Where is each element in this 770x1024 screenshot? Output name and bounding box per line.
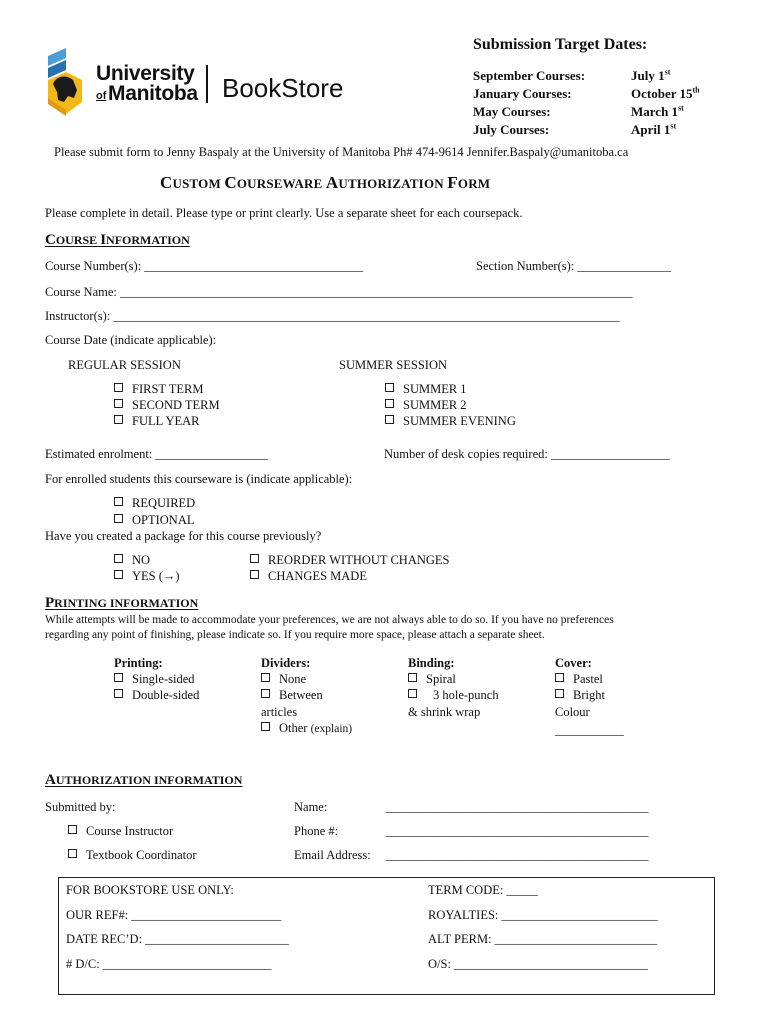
checkbox-icon (114, 673, 123, 682)
cover-label: Cover: (555, 656, 592, 670)
desk-copies-dc-field[interactable]: # D/C: ___________________________ (66, 957, 272, 971)
checkbox-icon (261, 689, 270, 698)
target-dates-title: Submission Target Dates: (473, 36, 648, 53)
changes-made-checkbox[interactable]: CHANGES MADE (250, 569, 367, 584)
authorization-information-heading: AUTHORIZATION INFORMATION (45, 772, 243, 788)
summer-session-label: SUMMER SESSION (339, 358, 448, 372)
checkbox-icon (385, 415, 394, 424)
cover-pastel-checkbox[interactable]: Pastel (555, 672, 603, 687)
binding-shrink-wrap-text: & shrink wrap (408, 705, 481, 719)
instructions: Please complete in detail. Please type or print clearly. Use a separate sheet for each coursepack. (45, 206, 523, 220)
textbook-coordinator-checkbox[interactable]: Textbook Coordinator (68, 848, 197, 863)
phone-label: Phone #: (294, 824, 339, 838)
enrolled-question: For enrolled students this courseware is (indicate applicable): (45, 472, 353, 486)
checkbox-icon (250, 554, 259, 563)
checkbox-icon (555, 673, 564, 682)
summer-2-checkbox[interactable]: SUMMER 2 (385, 398, 467, 413)
phone-field[interactable]: __________________________________________ (386, 824, 649, 838)
reorder-checkbox[interactable]: REORDER WITHOUT CHANGES (250, 553, 449, 568)
checkbox-icon (261, 722, 270, 731)
logo-university-text: University (96, 62, 195, 85)
term-code-field[interactable]: TERM CODE: _____ (428, 883, 538, 897)
printing-label: Printing: (114, 656, 163, 670)
checkbox-icon (555, 689, 564, 698)
desk-copies-field[interactable]: Number of desk copies required: ___________________ (384, 447, 670, 461)
target-label: July Courses: (473, 122, 550, 137)
dividers-between-checkbox[interactable]: Between (261, 688, 323, 703)
logo-manitoba-text: Manitoba (108, 82, 198, 105)
cover-bright-checkbox[interactable]: Bright (555, 688, 605, 703)
checkbox-icon (114, 383, 123, 392)
course-information-heading: COURSE INFORMATION (45, 232, 190, 248)
binding-spiral-checkbox[interactable]: Spiral (408, 672, 456, 687)
course-date-label: Course Date (indicate applicable): (45, 333, 217, 347)
alt-perm-field[interactable]: ALT PERM: __________________________ (428, 932, 658, 946)
printing-information-heading: PRINTING INFORMATION (45, 595, 199, 611)
target-label: September Courses: (473, 68, 586, 83)
dividers-other-checkbox[interactable]: Other (explain) (261, 721, 352, 736)
target-date: March 1st (631, 103, 684, 119)
dividers-none-checkbox[interactable]: None (261, 672, 306, 687)
university-crest-icon (44, 46, 86, 118)
second-term-checkbox[interactable]: SECOND TERM (114, 398, 220, 413)
course-numbers-field[interactable]: Course Number(s): ___________________________________ (45, 259, 364, 273)
binding-label: Binding: (408, 656, 455, 670)
checkbox-icon (68, 825, 77, 834)
cover-colour-field[interactable]: ___________ (555, 723, 624, 737)
enrolment-field[interactable]: Estimated enrolment: __________________ (45, 447, 268, 461)
target-date: July 1st (631, 67, 671, 83)
royalties-field[interactable]: ROYALTIES: _________________________ (428, 908, 658, 922)
submitted-by-label: Submitted by: (45, 800, 116, 814)
no-checkbox[interactable]: NO (114, 553, 150, 568)
single-sided-checkbox[interactable]: Single-sided (114, 672, 195, 687)
binding-hole-punch-checkbox[interactable]: 3 hole-punch (408, 688, 499, 703)
checkbox-icon (261, 673, 270, 682)
target-label: May Courses: (473, 104, 551, 119)
cover-colour-text: Colour (555, 705, 590, 719)
optional-checkbox[interactable]: OPTIONAL (114, 513, 195, 528)
checkbox-icon (114, 514, 123, 523)
summer-evening-checkbox[interactable]: SUMMER EVENING (385, 414, 516, 429)
yes-checkbox[interactable]: YES (→) (114, 569, 180, 584)
submit-note: Please submit form to Jenny Baspaly at the University of Manitoba Ph# 474-9614 Jennifer.Baspaly@umanitoba.ca (54, 145, 629, 159)
email-label: Email Address: (294, 848, 371, 862)
printing-note: regarding any point of finishing, please indicate so. If you require more space, please attach a separate sheet. (45, 629, 545, 641)
target-label: January Courses: (473, 86, 572, 101)
previous-package-question: Have you created a package for this course previously? (45, 529, 322, 543)
our-ref-field[interactable]: OUR REF#: ________________________ (66, 908, 282, 922)
os-field[interactable]: O/S: _______________________________ (428, 957, 648, 971)
dividers-articles-text: articles (261, 705, 298, 719)
checkbox-icon (114, 689, 123, 698)
dividers-label: Dividers: (261, 656, 311, 670)
email-field[interactable]: __________________________________________ (386, 848, 649, 862)
instructors-field[interactable]: Instructor(s): _________________________________________________________________________________ (45, 309, 620, 323)
logo-divider (206, 65, 208, 103)
section-numbers-field[interactable]: Section Number(s): _______________ (476, 259, 672, 273)
checkbox-icon (114, 399, 123, 408)
course-instructor-checkbox[interactable]: Course Instructor (68, 824, 173, 839)
checkbox-icon (114, 554, 123, 563)
course-name-field[interactable]: Course Name: __________________________________________________________________________________ (45, 285, 633, 299)
target-date: April 1st (631, 121, 677, 137)
checkbox-icon (385, 399, 394, 408)
name-label: Name: (294, 800, 328, 814)
logo-bookstore-text: BookStore (222, 73, 344, 103)
target-date: October 15th (631, 85, 700, 101)
checkbox-icon (114, 497, 123, 506)
form-title: CUSTOM COURSEWARE AUTHORIZATION FORM (160, 173, 491, 192)
date-received-field[interactable]: DATE REC’D: _______________________ (66, 932, 289, 946)
checkbox-icon (385, 383, 394, 392)
first-term-checkbox[interactable]: FIRST TERM (114, 382, 203, 397)
logo-of-text: of (96, 90, 107, 102)
checkbox-icon (408, 673, 417, 682)
checkbox-icon (68, 849, 77, 858)
bookstore-use-only-label: FOR BOOKSTORE USE ONLY: (66, 883, 234, 897)
checkbox-icon (114, 570, 123, 579)
required-checkbox[interactable]: REQUIRED (114, 496, 195, 511)
full-year-checkbox[interactable]: FULL YEAR (114, 414, 199, 429)
summer-1-checkbox[interactable]: SUMMER 1 (385, 382, 467, 397)
double-sided-checkbox[interactable]: Double-sided (114, 688, 199, 703)
checkbox-icon (250, 570, 259, 579)
regular-session-label: REGULAR SESSION (68, 358, 181, 372)
name-field[interactable]: __________________________________________ (386, 800, 649, 814)
printing-note: While attempts will be made to accommodate your preferences, we are not always able to do so. If you have no preferences (45, 614, 614, 626)
checkbox-icon (114, 415, 123, 424)
checkbox-icon (408, 689, 417, 698)
